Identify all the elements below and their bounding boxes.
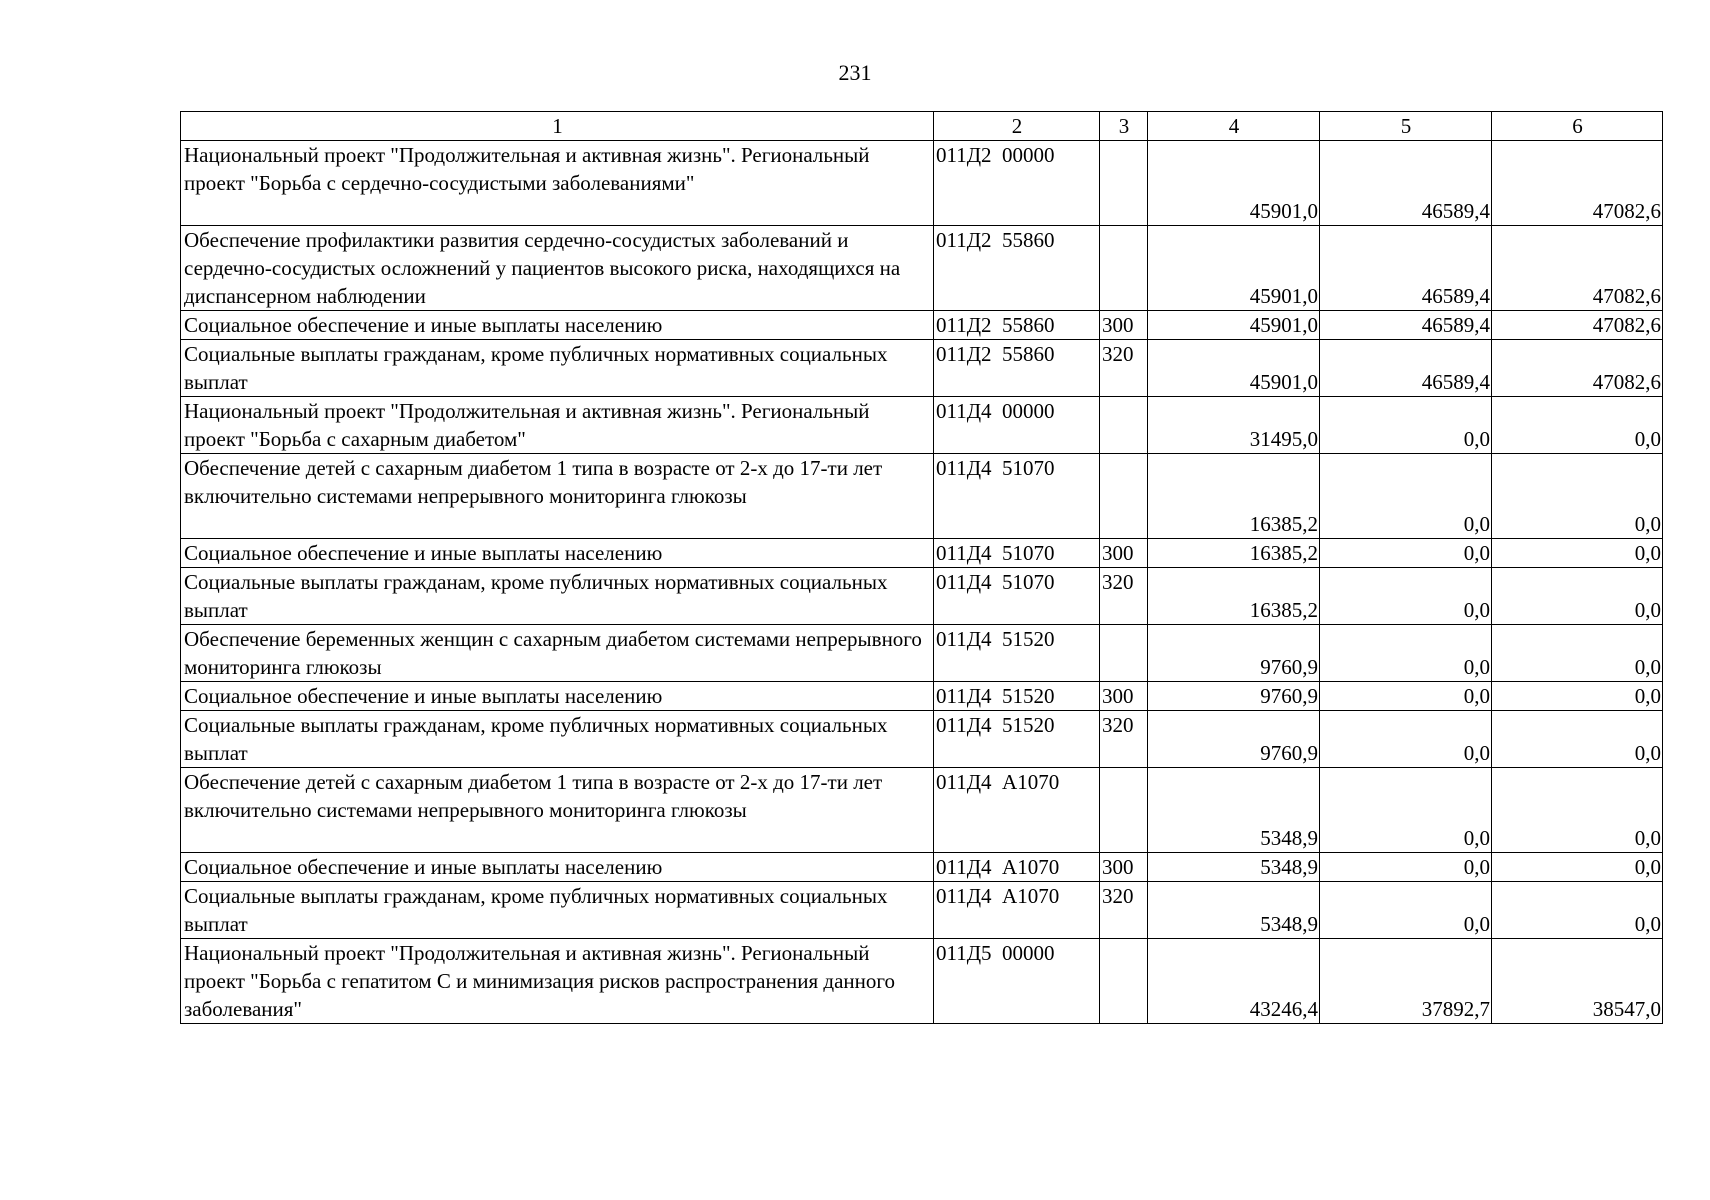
column-number-row (181, 112, 1663, 141)
expense-type: 320 (1100, 711, 1148, 768)
amount-col5: 0,0 (1320, 568, 1492, 625)
expense-type: 320 (1100, 568, 1148, 625)
column-header: 3 (1100, 112, 1148, 141)
amount-col5: 0,0 (1320, 882, 1492, 939)
amount-col5: 46589,4 (1320, 141, 1492, 226)
amount-col4: 16385,2 (1148, 539, 1320, 568)
amount-col6: 47082,6 (1492, 226, 1663, 311)
amount-col4: 5348,9 (1148, 882, 1320, 939)
column-header: 4 (1148, 112, 1320, 141)
expense-type: 300 (1100, 539, 1148, 568)
amount-col5: 0,0 (1320, 397, 1492, 454)
table-row (181, 454, 1663, 539)
amount-col6: 0,0 (1492, 853, 1663, 882)
column-header: 6 (1492, 112, 1663, 141)
table-row (181, 568, 1663, 625)
page-number: 231 (838, 60, 872, 85)
item-name: Социальные выплаты гражданам, кроме публичных нормативных социальных выплат (181, 882, 934, 939)
item-name: Социальное обеспечение и иные выплаты населению (181, 311, 934, 340)
target-code: 011Д2 55860 (934, 311, 1100, 340)
amount-col4: 43246,4 (1148, 939, 1320, 1024)
amount-col5: 0,0 (1320, 853, 1492, 882)
table-row (181, 311, 1663, 340)
expense-type (1100, 226, 1148, 311)
table-row (181, 340, 1663, 397)
target-code: 011Д2 55860 (934, 226, 1100, 311)
amount-col6: 0,0 (1492, 768, 1663, 853)
item-name: Социальное обеспечение и иные выплаты населению (181, 539, 934, 568)
amount-col4: 45901,0 (1148, 141, 1320, 226)
amount-col6: 0,0 (1492, 682, 1663, 711)
item-name: Социальные выплаты гражданам, кроме публичных нормативных социальных выплат (181, 568, 934, 625)
amount-col5: 46589,4 (1320, 311, 1492, 340)
amount-col6: 0,0 (1492, 882, 1663, 939)
table-row (181, 539, 1663, 568)
amount-col6: 47082,6 (1492, 311, 1663, 340)
item-name: Национальный проект "Продолжительная и активная жизнь". Региональный проект "Борьба с сахарным диабетом" (181, 397, 934, 454)
table-row (181, 141, 1663, 226)
amount-col4: 45901,0 (1148, 226, 1320, 311)
amount-col6: 0,0 (1492, 454, 1663, 539)
table-row (181, 682, 1663, 711)
amount-col5: 0,0 (1320, 454, 1492, 539)
target-code: 011Д4 А1070 (934, 768, 1100, 853)
amount-col6: 0,0 (1492, 568, 1663, 625)
expense-type (1100, 141, 1148, 226)
item-name: Обеспечение детей с сахарным диабетом 1 типа в возрасте от 2-х до 17-ти лет включительно системами непрерывного мониторинга глюкозы (181, 454, 934, 539)
amount-col6: 47082,6 (1492, 141, 1663, 226)
item-name: Социальное обеспечение и иные выплаты населению (181, 682, 934, 711)
amount-col6: 0,0 (1492, 711, 1663, 768)
table-row (181, 768, 1663, 853)
amount-col6: 47082,6 (1492, 340, 1663, 397)
amount-col4: 9760,9 (1148, 682, 1320, 711)
item-name: Социальные выплаты гражданам, кроме публичных нормативных социальных выплат (181, 340, 934, 397)
expense-type: 300 (1100, 853, 1148, 882)
expense-type (1100, 625, 1148, 682)
amount-col4: 5348,9 (1148, 768, 1320, 853)
target-code: 011Д4 51070 (934, 568, 1100, 625)
expense-type (1100, 454, 1148, 539)
target-code: 011Д4 51070 (934, 454, 1100, 539)
expense-type (1100, 939, 1148, 1024)
amount-col5: 0,0 (1320, 768, 1492, 853)
target-code: 011Д4 51520 (934, 682, 1100, 711)
amount-col4: 9760,9 (1148, 625, 1320, 682)
table-row (181, 226, 1663, 311)
amount-col5: 46589,4 (1320, 340, 1492, 397)
amount-col5: 0,0 (1320, 682, 1492, 711)
amount-col5: 0,0 (1320, 711, 1492, 768)
target-code: 011Д5 00000 (934, 939, 1100, 1024)
amount-col5: 37892,7 (1320, 939, 1492, 1024)
table-row (181, 397, 1663, 454)
item-name: Обеспечение профилактики развития сердечно-сосудистых заболеваний и сердечно-сосудистых осложнений у пациентов высокого риска, находящихся на диспансерном наблюдении (181, 226, 934, 311)
amount-col4: 31495,0 (1148, 397, 1320, 454)
expense-type (1100, 397, 1148, 454)
table-row (181, 939, 1663, 1024)
amount-col5: 0,0 (1320, 539, 1492, 568)
target-code: 011Д4 51520 (934, 711, 1100, 768)
target-code: 011Д4 51520 (934, 625, 1100, 682)
item-name: Обеспечение беременных женщин с сахарным диабетом системами непрерывного мониторинга глюкозы (181, 625, 934, 682)
amount-col6: 0,0 (1492, 625, 1663, 682)
target-code: 011Д4 А1070 (934, 853, 1100, 882)
amount-col4: 45901,0 (1148, 340, 1320, 397)
expense-type: 300 (1100, 311, 1148, 340)
expense-type: 300 (1100, 682, 1148, 711)
item-name: Национальный проект "Продолжительная и активная жизнь". Региональный проект "Борьба с сердечно-сосудистыми заболеваниями" (181, 141, 934, 226)
column-header: 2 (934, 112, 1100, 141)
expense-type: 320 (1100, 340, 1148, 397)
expense-type (1100, 768, 1148, 853)
expense-type: 320 (1100, 882, 1148, 939)
item-name: Социальные выплаты гражданам, кроме публичных нормативных социальных выплат (181, 711, 934, 768)
amount-col4: 16385,2 (1148, 568, 1320, 625)
amount-col4: 5348,9 (1148, 853, 1320, 882)
amount-col6: 0,0 (1492, 539, 1663, 568)
target-code: 011Д2 00000 (934, 141, 1100, 226)
item-name: Обеспечение детей с сахарным диабетом 1 типа в возрасте от 2-х до 17-ти лет включительно системами непрерывного мониторинга глюкозы (181, 768, 934, 853)
table-row (181, 711, 1663, 768)
amount-col4: 45901,0 (1148, 311, 1320, 340)
target-code: 011Д4 00000 (934, 397, 1100, 454)
column-header: 5 (1320, 112, 1492, 141)
amount-col4: 9760,9 (1148, 711, 1320, 768)
item-name: Национальный проект "Продолжительная и активная жизнь". Региональный проект "Борьба с гепатитом С и минимизация рисков распространения данного заболевания" (181, 939, 934, 1024)
amount-col6: 38547,0 (1492, 939, 1663, 1024)
amount-col5: 46589,4 (1320, 226, 1492, 311)
item-name: Социальное обеспечение и иные выплаты населению (181, 853, 934, 882)
column-header: 1 (181, 112, 934, 141)
budget-table (180, 111, 1663, 1024)
target-code: 011Д4 51070 (934, 539, 1100, 568)
table-row (181, 625, 1663, 682)
amount-col5: 0,0 (1320, 625, 1492, 682)
table-row (181, 882, 1663, 939)
table-row (181, 853, 1663, 882)
target-code: 011Д4 А1070 (934, 882, 1100, 939)
amount-col4: 16385,2 (1148, 454, 1320, 539)
amount-col6: 0,0 (1492, 397, 1663, 454)
target-code: 011Д2 55860 (934, 340, 1100, 397)
